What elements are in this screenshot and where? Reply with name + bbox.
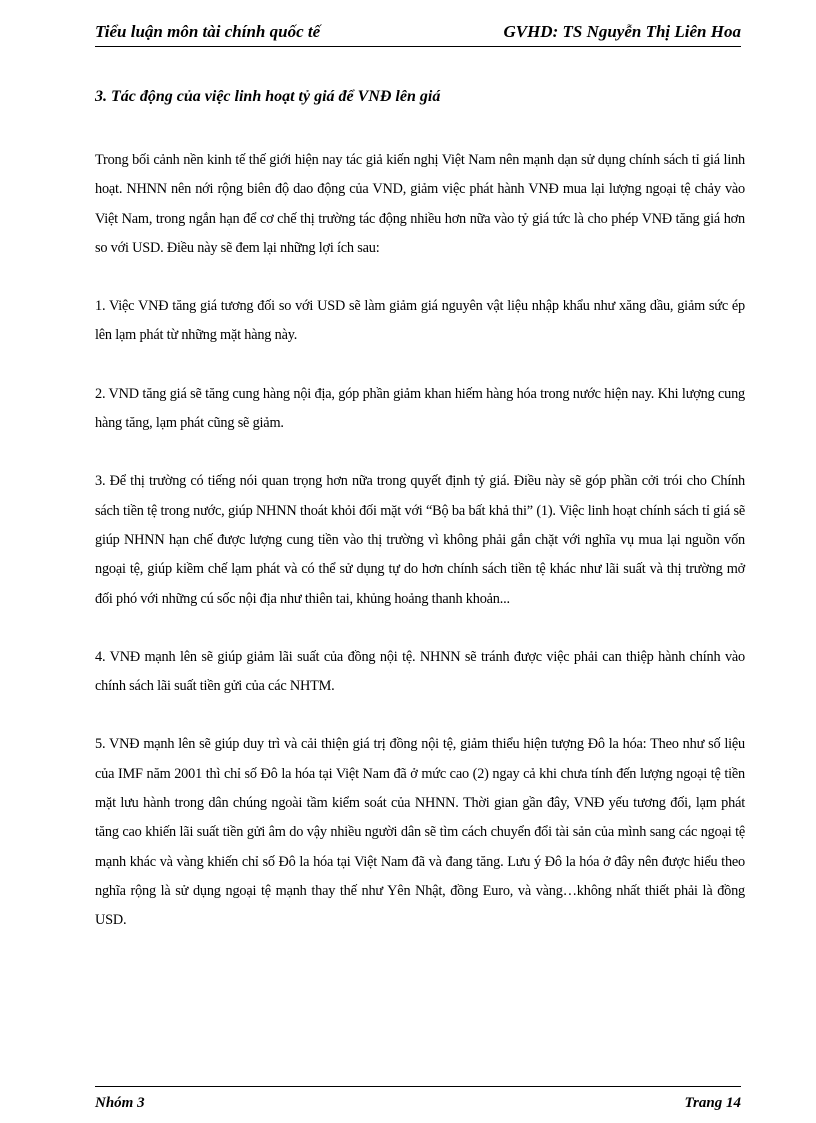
section-title: 3. Tác động của việc linh hoạt tỷ giá để VNĐ lên giá [95,88,441,105]
benefit-paragraph-1: 1. Việc VNĐ tăng giá tương đối so với USD sẽ làm giảm giá nguyên vật liệu nhập khẩu như xăng dầu, giảm sức ép lên lạm phát từ những mặt hàng này. [95,298,745,344]
benefit-paragraph-5: 5. VNĐ mạnh lên sẽ giúp duy trì và cải thiện giá trị đồng nội tệ, giảm thiểu hiện tượng Đô la hóa: Theo như số liệu của IMF năm 2001 thì chỉ số Đô la hóa tại Việt Nam đã ở mức cao (2) ngay cả khi chưa tính đến lượng ngoại tệ tiền mặt lưu hành trong dân chúng ngoài tầm kiểm soát của NHNN. Thời gian gần đây, VNĐ yếu tương đối, lạm phát tăng cao khiến lãi suất tiền gửi âm do vậy nhiều người dân sẽ tìm cách chuyển đổi tài sản của mình sang các ngoại tệ mạnh khác và vàng khiến chỉ số Đô la hóa tại Việt Nam đã và đang tăng. Lưu ý Đô la hóa ở đây nên được hiểu theo nghĩa rộng là sử dụng ngoại tệ mạnh thay thế như Yên Nhật, đồng Euro, và vàng…không nhất thiết phải là đồng USD. [95,736,745,929]
page-header [95,18,741,47]
footer-group-name: Nhóm 3 [95,1095,145,1111]
header-advisor: GVHD: TS Nguyễn Thị Liên Hoa [503,22,741,41]
intro-paragraph: Trong bối cảnh nền kinh tế thế giới hiện nay tác giả kiến nghị Việt Nam nên mạnh dạn sử dụng chính sách tỉ giá linh hoạt. NHNN nên nới rộng biên độ dao động của VND, giảm việc phát hành VNĐ mua lại lượng ngoại tệ chảy vào Việt Nam, trong ngắn hạn để cơ chế thị trường tác động nhiều hơn nữa vào tỷ giá tức là cho phép VNĐ tăng giá hơn so với USD. Điều này sẽ đem lại những lợi ích sau: [95,152,745,256]
benefit-paragraph-2: 2. VND tăng giá sẽ tăng cung hàng nội địa, góp phần giảm khan hiếm hàng hóa trong nước hiện nay. Khi lượng cung hàng tăng, lạm phát cũng sẽ giảm. [95,385,745,432]
page-footer [95,1086,741,1111]
footer-page-number: Trang 14 [684,1095,741,1111]
benefit-paragraph-3: 3. Để thị trường có tiếng nói quan trọng hơn nữa trong quyết định tỷ giá. Điều này sẽ góp phần cởi trói cho Chính sách tiền tệ trong nước, giúp NHNN thoát khỏi đối mặt với “Bộ ba bất khả thi” (1). Việc linh hoạt chính sách tỉ giá sẽ giúp NHNN hạn chế được lượng cung tiền vào thị trường vì không phải gắn chặt với nghĩa vụ mua lại nguồn vốn ngoại tệ, giúp kiềm chế lạm phát và có thể sử dụng tự do hơn chính sách tiền tệ khác như lãi suất và thị trường mở đối phó với những cú sốc nội địa như thiên tai, khủng hoảng thanh khoản... [95,473,745,607]
benefit-paragraph-4: 4. VNĐ mạnh lên sẽ giúp giảm lãi suất của đồng nội tệ. NHNN sẽ tránh được việc phải can thiệp hành chính vào chính sách lãi suất tiền gửi của các NHTM. [95,648,745,695]
body-content [95,146,745,965]
header-document-title: Tiểu luận môn tài chính quốc tế [95,22,321,41]
